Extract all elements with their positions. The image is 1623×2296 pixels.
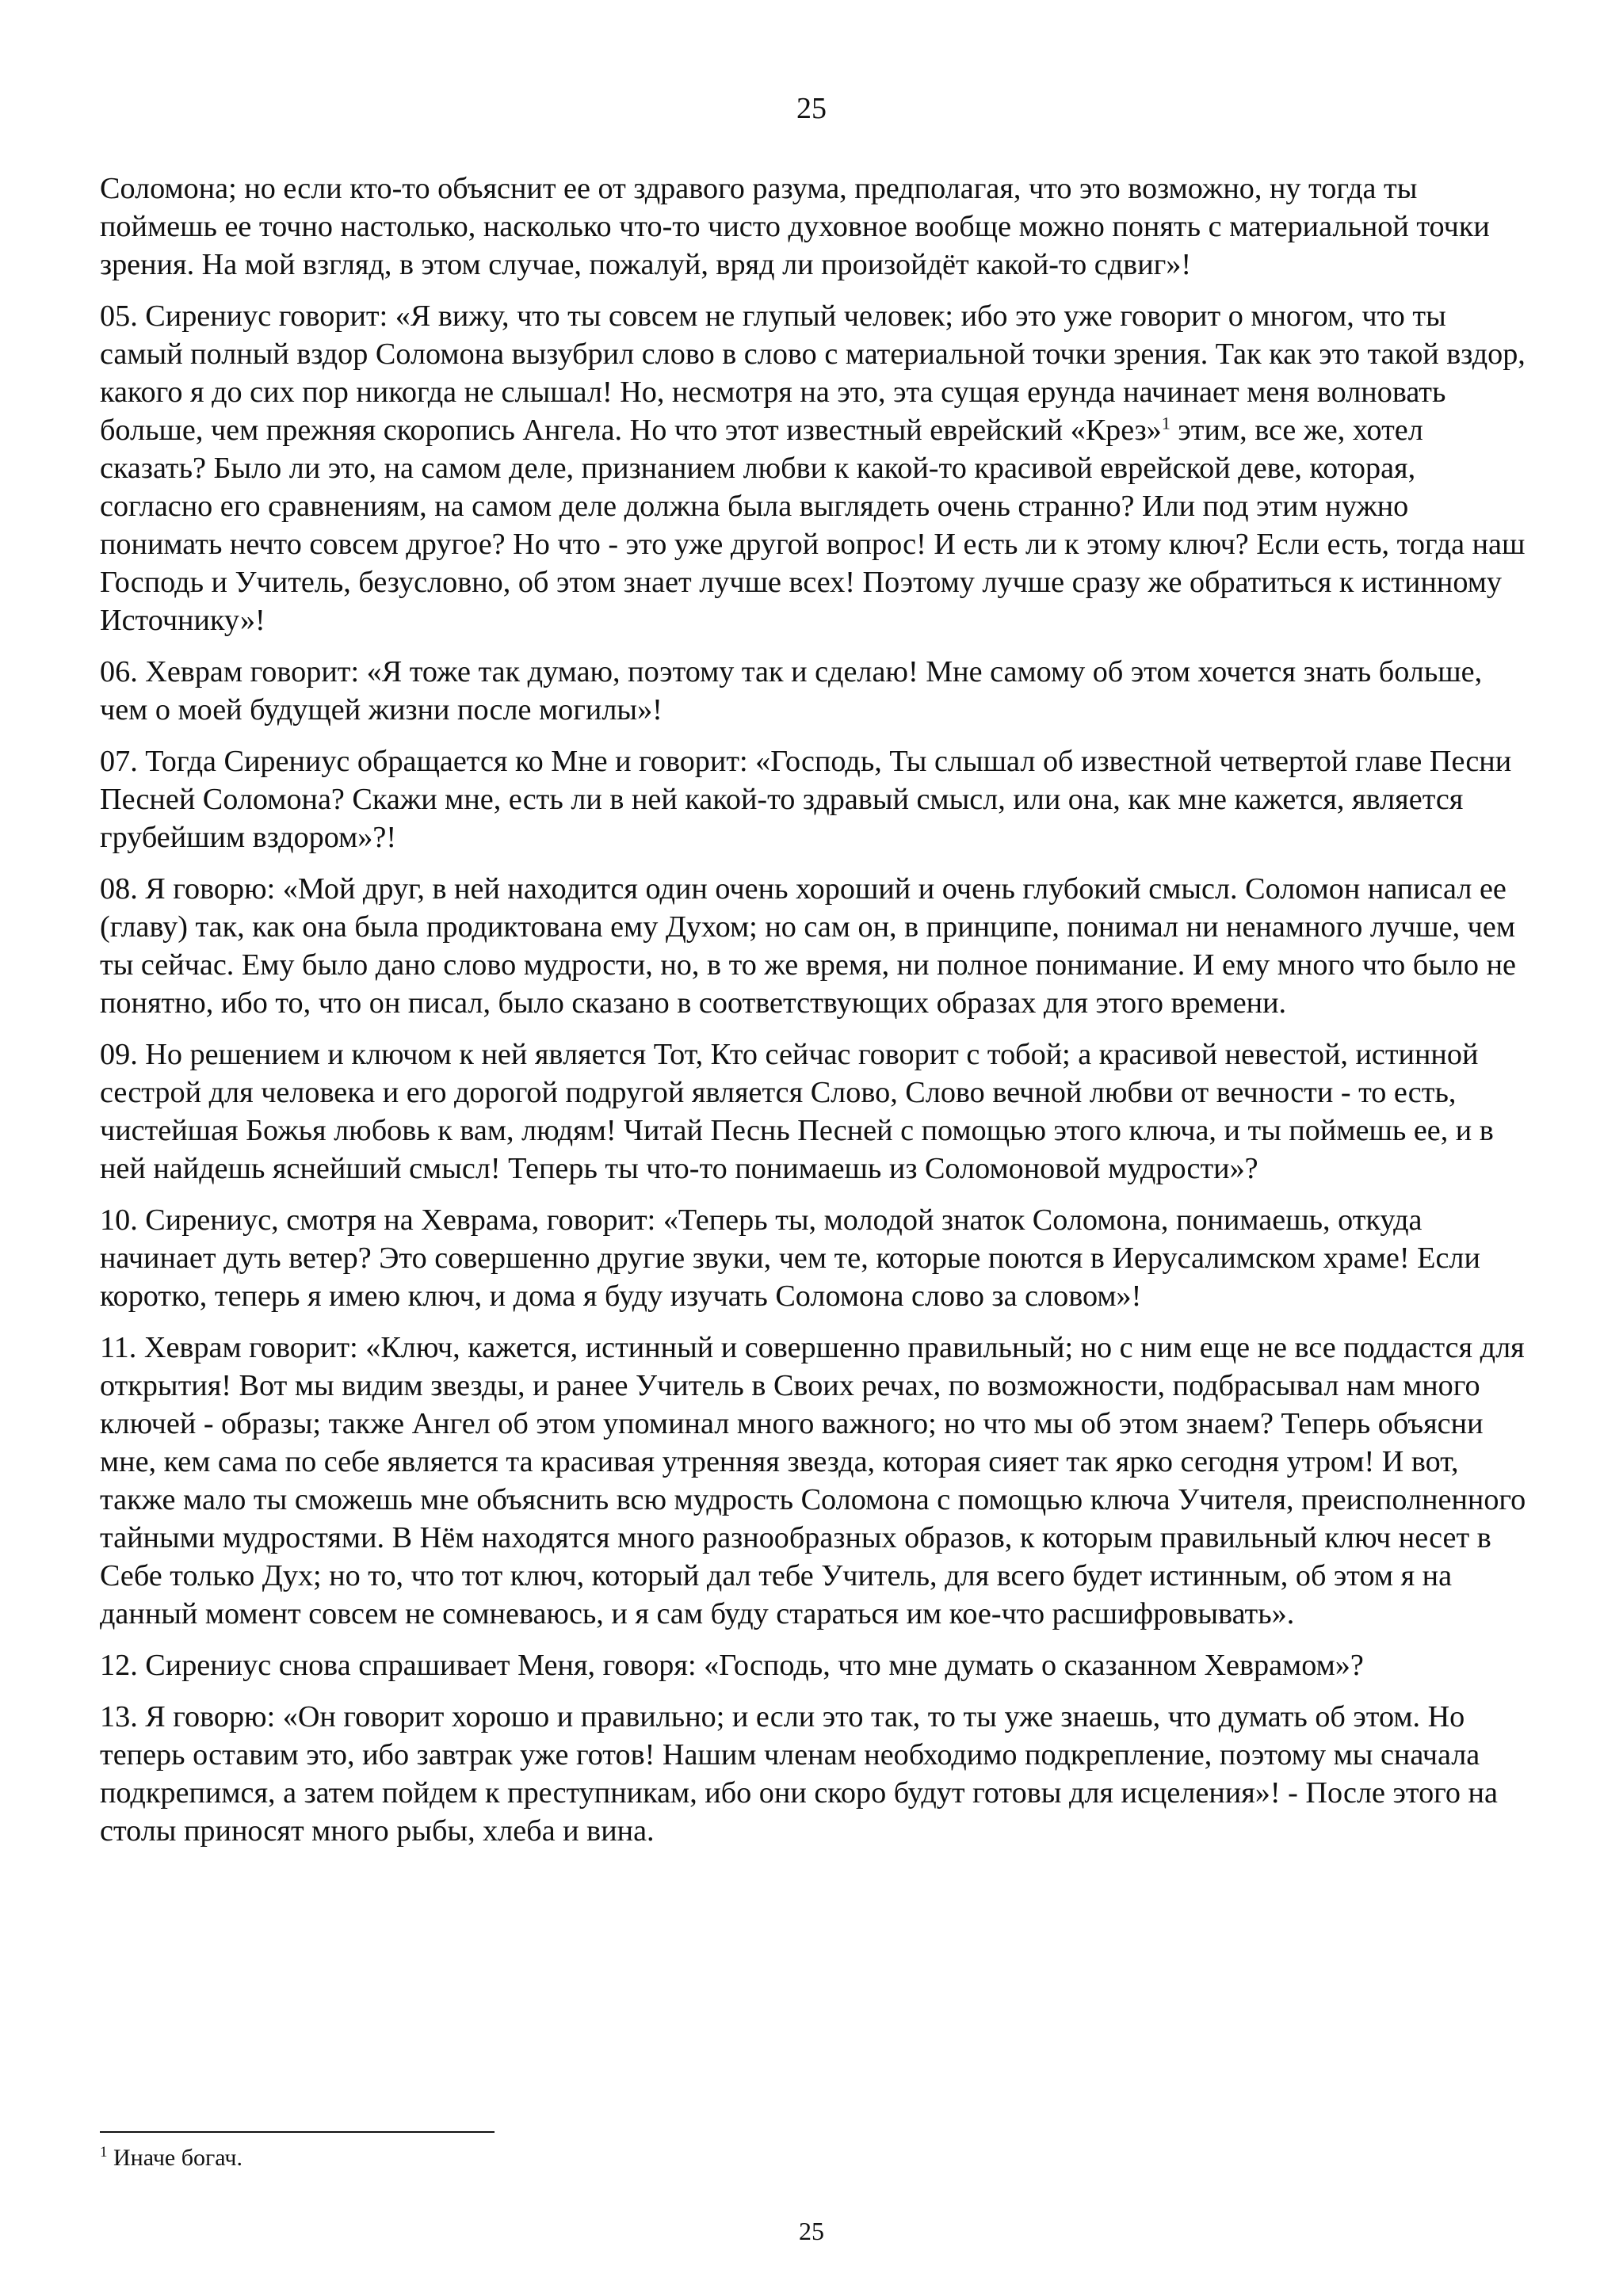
body-text — [100, 170, 1531, 1863]
paragraph-06: 06. Хеврам говорит: «Я тоже так думаю, поэтому так и сделаю! Мне самому об этом хочется знать больше, чем о моей будущей жизни после могилы»! — [100, 655, 1483, 727]
paragraph-07: 07. Тогда Сирениус обращается ко Мне и говорит: «Господь, Ты слышал об известной четвертой главе Песни Песней Соломона? Скажи мне, есть ли в ней какой-то здравый смысл, или она, как мне кажется, является грубейшим вздором»?! — [100, 745, 1512, 854]
footnote-text: Иначе богач. — [107, 2145, 243, 2171]
paragraph-05 — [100, 297, 1531, 639]
page-number-bottom: 25 — [799, 2217, 824, 2245]
paragraph-13: 13. Я говорю: «Он говорит хорошо и правильно; и если это так, то ты уже знаешь, что думать об этом. Но теперь оставим это, ибо завтрак уже готов! Нашим членам необходимо подкрепление, поэтому мы сначала подкрепимся, а затем пойдем к преступникам, ибо они скоро будут готовы для исцеления»! - После этого на столы приносят много рыбы, хлеба и вина. — [100, 1700, 1498, 1848]
paragraph-09: 09. Но решением и ключом к ней является Тот, Кто сейчас говорит с тобой; а красивой невестой, истинной сестрой для человека и его дорогой подругой является Слово, Слово вечной любви от вечности - то есть, чистейшая Божья любовь к вам, людям! Читай Песнь Песней с помощью этого ключа, и ты поймешь ее, и в ней найдешь яснейший смысл! Теперь ты что-то понимаешь из Соломоновой мудрости»? — [100, 1038, 1494, 1185]
footnote-reference: 1 — [1161, 413, 1170, 433]
paragraph-continuation: Соломона; но если кто-то объяснит ее от здравого разума, предполагая, что это возможно, ну тогда ты поймешь ее точно настолько, насколько что-то чисто духовное вообще можно понять с материальной точки зрения. На мой взгляд, в этом случае, пожалуй, вряд ли произойдёт какой-то сдвиг»! — [100, 172, 1490, 281]
paragraph-12: 12. Сирениус снова спрашивает Меня, говоря: «Господь, что мне думать о сказанном Хеврамом»? — [100, 1649, 1364, 1682]
paragraph-10: 10. Сирениус, смотря на Хеврама, говорит: «Теперь ты, молодой знаток Соломона, понимаешь, откуда начинает дуть ветер? Это совершенно другие звуки, чем те, которые поются в Иерусалимском храме! Если коротко, теперь я имею ключ, и дома я буду изучать Соломона слово за словом»! — [100, 1203, 1480, 1313]
footnote — [100, 2144, 242, 2172]
footnote-divider — [100, 2131, 495, 2133]
paragraph-11: 11. Хеврам говорит: «Ключ, кажется, истинный и совершенно правильный; но с ним еще не все поддастся для открытия! Вот мы видим звезды, и ранее Учитель в Своих речах, по возможности, подбрасывал нам много ключей - образы; также Ангел об этом упоминал много важного; но что мы об этом знаем? Теперь объясни мне, кем сама по себе является та красивая утренняя звезда, которая сияет так ярко сегодня утром! И вот, также мало ты сможешь мне объяснить всю мудрость Соломона с помощью ключа Учителя, преисполненного тайными мудростями. В Нём находятся много разнообразных образов, к которым правильный ключ несет в Себе только Дух; но то, что тот ключ, который дал тебе Учитель, для всего будет истинным, об этом я на данный момент совсем не сомневаюсь, и я сам буду стараться им кое-что расшифровывать». — [100, 1331, 1526, 1630]
paragraph-05-text-a: 05. Сирениус говорит: «Я вижу, что ты совсем не глупый человек; ибо это уже говорит о многом, что ты самый полный вздор Соломона вызубрил слово в слово с материальной точки зрения. Так как это такой вздор, какого я до сих пор никогда не слышал! Но, несмотря на это, эта сущая ерунда начинает меня волновать больше, чем прежняя скоропись Ангела. Но что этот известный еврейский «Крез» — [100, 299, 1526, 447]
page-number-top: 25 — [796, 92, 827, 125]
footnote-marker: 1 — [100, 2144, 108, 2161]
paragraph-08: 08. Я говорю: «Мой друг, в ней находится один очень хороший и очень глубокий смысл. Соломон написал ее (главу) так, как она была продиктована ему Духом; но сам он, в принципе, понимал ни ненамного лучше, чем ты сейчас. Ему было дано слово мудрости, но, в то же время, ни полное понимание. И ему много что было не понятно, ибо то, что он писал, было сказано в соответствующих образах для этого времени. — [100, 872, 1516, 1020]
paragraph-05-text-b: этим, все же, хотел сказать? Было ли это, на самом деле, признанием любви к какой-то красивой еврейской деве, которая, согласно его сравнениям, на самом деле должна была выглядеть очень странно? Или под этим нужно понимать нечто совсем другое? Но что - это уже другой вопрос! И есть ли к этому ключ? Если есть, тогда наш Господь и Учитель, безусловно, об этом знает лучше всех! Поэтому лучше сразу же обратиться к истинному Источнику»! — [100, 414, 1526, 637]
